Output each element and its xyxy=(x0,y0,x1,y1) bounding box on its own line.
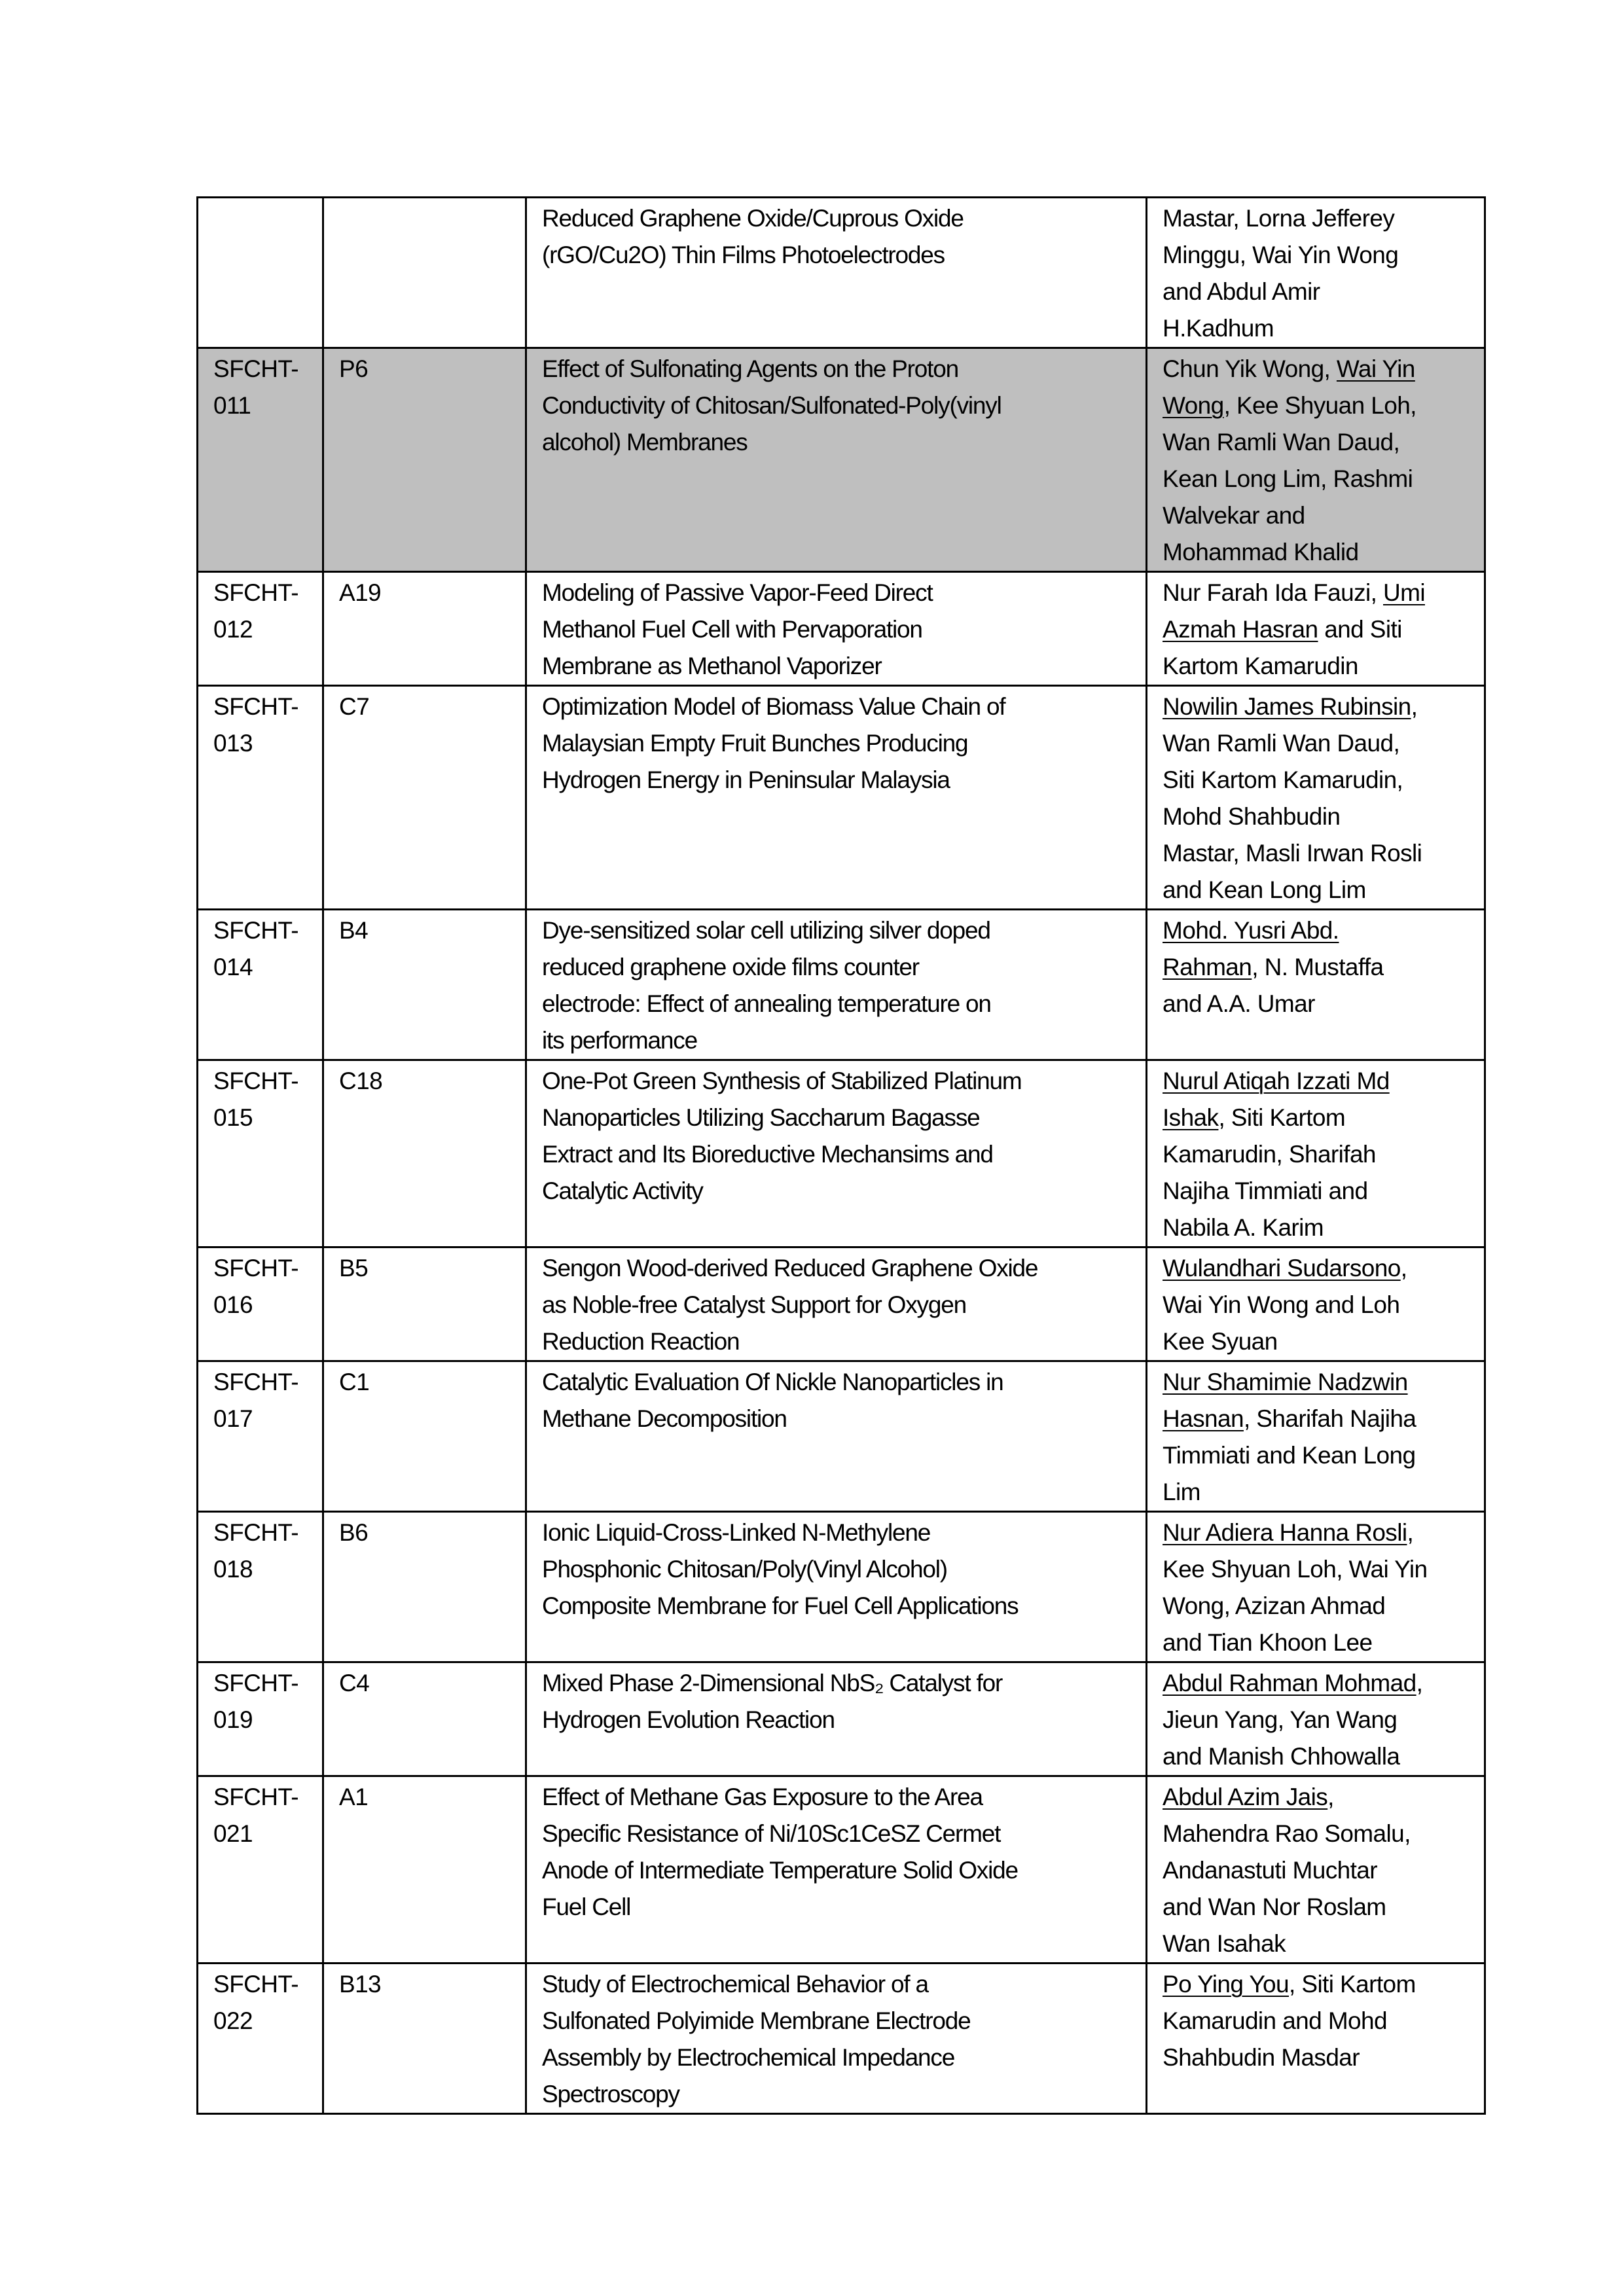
authors-line xyxy=(1163,2039,1477,2076)
paper-title-line: Spectroscopy xyxy=(542,2081,679,2108)
paper-title-line: Effect of Methane Gas Exposure to the Area xyxy=(542,1784,983,1810)
author-text: Kamarudin and Mohd xyxy=(1163,2007,1387,2034)
authors-line xyxy=(1163,1173,1477,1210)
authors-line xyxy=(1163,689,1477,725)
session-code-cell xyxy=(323,1776,526,1964)
authors-cell xyxy=(1147,1662,1485,1776)
presenting-author: Wulandhari Sudarsono xyxy=(1163,1255,1401,1282)
authors-line xyxy=(1163,949,1477,986)
paper-id-cell xyxy=(198,198,323,348)
paper-title-line: electrode: Effect of annealing temperature on xyxy=(542,990,991,1017)
authors-line xyxy=(1163,200,1477,237)
presenting-author: Abdul Rahman Mohmad xyxy=(1163,1670,1416,1696)
authors-line xyxy=(1163,351,1477,387)
session-code-cell xyxy=(323,686,526,910)
authors-line xyxy=(1163,1624,1477,1661)
session-code: P6 xyxy=(339,355,369,382)
paper-id-line: 012 xyxy=(213,616,253,643)
paper-id-line: SFCHT- xyxy=(213,693,299,720)
paper-id-line: SFCHT- xyxy=(213,1971,299,1998)
session-code-cell xyxy=(323,1060,526,1247)
author-text: Kee Shyuan Loh, Wai Yin xyxy=(1163,1556,1428,1583)
authors-cell xyxy=(1147,686,1485,910)
author-text: Mohd Shahbudin xyxy=(1163,803,1341,830)
authors-line xyxy=(1163,1588,1477,1624)
session-code: B4 xyxy=(339,917,369,944)
session-code: C1 xyxy=(339,1369,370,1395)
paper-id-line: 018 xyxy=(213,1556,253,1583)
table-row xyxy=(198,686,1485,910)
paper-title-line: Extract and Its Bioreductive Mechansims and xyxy=(542,1141,993,1168)
author-text: Mastar, Lorna Jefferey xyxy=(1163,205,1395,232)
author-text: and Wan Nor Roslam xyxy=(1163,1893,1386,1920)
author-text: , xyxy=(1411,693,1418,720)
author-text: Wan Ramli Wan Daud, xyxy=(1163,429,1400,456)
authors-line xyxy=(1163,1852,1477,1889)
author-text: and Abdul Amir xyxy=(1163,278,1320,305)
authors-cell xyxy=(1147,348,1485,572)
paper-title-cell xyxy=(526,686,1147,910)
authors-cell xyxy=(1147,1964,1485,2114)
authors-line xyxy=(1163,1889,1477,1926)
table-row xyxy=(198,1662,1485,1776)
authors-line xyxy=(1163,1250,1477,1287)
presenting-author: Nur Shamimie Nadzwin xyxy=(1163,1369,1408,1395)
paper-id-line: 021 xyxy=(213,1820,253,1847)
author-text: , xyxy=(1327,1784,1334,1810)
authors-line xyxy=(1163,912,1477,949)
paper-title-line: Composite Membrane for Fuel Cell Applications xyxy=(542,1592,1019,1619)
paper-id-line: SFCHT- xyxy=(213,1255,299,1282)
paper-title-line: Conductivity of Chitosan/Sulfonated-Poly(vinyl xyxy=(542,392,1001,419)
authors-line xyxy=(1163,1738,1477,1775)
presenting-author: Po Ying You xyxy=(1163,1971,1289,1998)
table-row xyxy=(198,1964,1485,2114)
paper-title-line: Reduced Graphene Oxide/Cuprous Oxide xyxy=(542,205,964,232)
author-text: , Siti Kartom xyxy=(1289,1971,1416,1998)
session-code: B5 xyxy=(339,1255,369,1282)
author-text: and A.A. Umar xyxy=(1163,990,1315,1017)
paper-title-line: Methane Decomposition xyxy=(542,1405,787,1432)
author-text: Mahendra Rao Somalu, xyxy=(1163,1820,1411,1847)
author-text: Mohammad Khalid xyxy=(1163,539,1359,565)
table-row xyxy=(198,348,1485,572)
authors-line xyxy=(1163,1210,1477,1246)
author-text: , N. Mustaffa xyxy=(1252,954,1384,980)
presenting-author: Wai Yin xyxy=(1336,355,1415,382)
presenting-author: Nur Adiera Hanna Rosli xyxy=(1163,1519,1407,1546)
authors-line xyxy=(1163,1136,1477,1173)
authors-line xyxy=(1163,575,1477,611)
author-text: and Siti xyxy=(1318,616,1402,643)
authors-line xyxy=(1163,872,1477,908)
session-code-cell xyxy=(323,1361,526,1512)
authors-line xyxy=(1163,648,1477,685)
authors-cell xyxy=(1147,1361,1485,1512)
paper-title-line: One-Pot Green Synthesis of Stabilized Platinum xyxy=(542,1067,1022,1094)
paper-id-cell xyxy=(198,1512,323,1662)
paper-id-line: SFCHT- xyxy=(213,917,299,944)
paper-title-line: Fuel Cell xyxy=(542,1893,631,1920)
authors-line xyxy=(1163,1779,1477,1816)
authors-line xyxy=(1163,1474,1477,1511)
paper-id-line: 011 xyxy=(213,392,251,419)
paper-id-cell xyxy=(198,1247,323,1361)
paper-id-line: 013 xyxy=(213,730,253,757)
paper-title-cell xyxy=(526,1512,1147,1662)
authors-line xyxy=(1163,2003,1477,2039)
paper-id-cell xyxy=(198,1361,323,1512)
paper-title-line: Anode of Intermediate Temperature Solid Oxide xyxy=(542,1857,1018,1884)
authors-cell xyxy=(1147,1776,1485,1964)
paper-id-line: 015 xyxy=(213,1104,253,1131)
author-text: Timmiati and Kean Long xyxy=(1163,1442,1416,1469)
session-code: B6 xyxy=(339,1519,369,1546)
paper-title-line: Optimization Model of Biomass Value Chain of xyxy=(542,693,1005,720)
table-row xyxy=(198,1247,1485,1361)
paper-title-line: its performance xyxy=(542,1027,697,1054)
paper-title-cell xyxy=(526,198,1147,348)
authors-line xyxy=(1163,1816,1477,1852)
authors-line xyxy=(1163,274,1477,310)
authors-line xyxy=(1163,1966,1477,2003)
author-text: Wan Isahak xyxy=(1163,1930,1286,1957)
paper-title-cell xyxy=(526,348,1147,572)
paper-title-cell xyxy=(526,572,1147,686)
authors-line xyxy=(1163,1551,1477,1588)
session-code-cell xyxy=(323,910,526,1060)
author-text: Shahbudin Masdar xyxy=(1163,2044,1360,2071)
author-text: , xyxy=(1407,1519,1414,1546)
session-code-cell xyxy=(323,348,526,572)
paper-title-line: Malaysian Empty Fruit Bunches Producing xyxy=(542,730,968,757)
authors-line xyxy=(1163,1323,1477,1360)
presenting-author: Umi xyxy=(1383,579,1425,606)
author-text: Kamarudin, Sharifah xyxy=(1163,1141,1376,1168)
table-row xyxy=(198,910,1485,1060)
paper-id-line: SFCHT- xyxy=(213,1670,299,1696)
author-text: Andanastuti Muchtar xyxy=(1163,1857,1377,1884)
table-row xyxy=(198,1776,1485,1964)
paper-title-cell xyxy=(526,1964,1147,2114)
table-row xyxy=(198,1361,1485,1512)
paper-id-cell xyxy=(198,572,323,686)
authors-cell xyxy=(1147,198,1485,348)
paper-title-line: Dye-sensitized solar cell utilizing silver doped xyxy=(542,917,990,944)
session-code-cell xyxy=(323,1964,526,2114)
authors-line xyxy=(1163,835,1477,872)
paper-id-line: SFCHT- xyxy=(213,1519,299,1546)
author-text: Mastar, Masli Irwan Rosli xyxy=(1163,840,1422,867)
authors-line xyxy=(1163,1063,1477,1100)
paper-title-cell xyxy=(526,1361,1147,1512)
author-text: , Siti Kartom xyxy=(1218,1104,1346,1131)
author-text: Kee Syuan xyxy=(1163,1328,1278,1355)
paper-title-line: Modeling of Passive Vapor-Feed Direct xyxy=(542,579,933,606)
paper-title-line: Nanoparticles Utilizing Saccharum Bagasse xyxy=(542,1104,980,1131)
table-row xyxy=(198,1512,1485,1662)
paper-id-line: SFCHT- xyxy=(213,1369,299,1395)
paper-id-line: 022 xyxy=(213,2007,253,2034)
session-code-cell xyxy=(323,572,526,686)
author-text: Wan Ramli Wan Daud, xyxy=(1163,730,1400,757)
author-text: Kartom Kamarudin xyxy=(1163,653,1358,679)
paper-title-line: Hydrogen Energy in Peninsular Malaysia xyxy=(542,766,950,793)
paper-title-line: alcohol) Membranes xyxy=(542,429,748,456)
authors-line xyxy=(1163,611,1477,648)
author-text: Lim xyxy=(1163,1479,1200,1505)
presenting-author: Azmah Hasran xyxy=(1163,616,1318,643)
paper-title-line: Assembly by Electrochemical Impedance xyxy=(542,2044,955,2071)
session-code: C4 xyxy=(339,1670,370,1696)
authors-cell xyxy=(1147,1060,1485,1247)
authors-line xyxy=(1163,1702,1477,1738)
author-text: Kean Long Lim, Rashmi xyxy=(1163,465,1413,492)
presenting-author: Mohd. Yusri Abd. xyxy=(1163,917,1339,944)
author-text: , xyxy=(1400,1255,1407,1282)
author-text: Nabila A. Karim xyxy=(1163,1214,1324,1241)
table-row xyxy=(198,572,1485,686)
authors-cell xyxy=(1147,910,1485,1060)
authors-cell xyxy=(1147,572,1485,686)
paper-title-line: Sulfonated Polyimide Membrane Electrode xyxy=(542,2007,971,2034)
paper-title-line: (rGO/Cu2O) Thin Films Photoelectrodes xyxy=(542,242,945,268)
paper-id-cell xyxy=(198,1662,323,1776)
author-text: and Kean Long Lim xyxy=(1163,876,1366,903)
author-text: Najiha Timmiati and xyxy=(1163,1177,1368,1204)
paper-id-cell xyxy=(198,910,323,1060)
authors-line xyxy=(1163,1515,1477,1551)
author-text: , Sharifah Najiha xyxy=(1243,1405,1416,1432)
author-text: Minggu, Wai Yin Wong xyxy=(1163,242,1399,268)
paper-id-cell xyxy=(198,1060,323,1247)
presenting-author: Nurul Atiqah Izzati Md xyxy=(1163,1067,1390,1094)
paper-title-line: Study of Electrochemical Behavior of a xyxy=(542,1971,928,1998)
authors-line xyxy=(1163,1401,1477,1437)
author-text: Wai Yin Wong and Loh xyxy=(1163,1291,1400,1318)
paper-title-line: Catalytic Evaluation Of Nickle Nanoparticles in xyxy=(542,1369,1003,1395)
authors-line xyxy=(1163,798,1477,835)
authors-line xyxy=(1163,1437,1477,1474)
paper-title-line: Ionic Liquid-Cross-Linked N-Methylene xyxy=(542,1519,931,1546)
authors-line xyxy=(1163,310,1477,347)
presenting-author: Nowilin James Rubinsin xyxy=(1163,693,1411,720)
paper-title-line: reduced graphene oxide films counter xyxy=(542,954,919,980)
author-text: Wong, Azizan Ahmad xyxy=(1163,1592,1386,1619)
paper-id-cell xyxy=(198,686,323,910)
authors-line xyxy=(1163,497,1477,534)
paper-id-cell xyxy=(198,348,323,572)
session-code-cell xyxy=(323,1662,526,1776)
authors-line xyxy=(1163,725,1477,762)
authors-line xyxy=(1163,762,1477,798)
authors-line xyxy=(1163,424,1477,461)
authors-line xyxy=(1163,387,1477,424)
paper-title-line: Sengon Wood-derived Reduced Graphene Oxide xyxy=(542,1255,1038,1282)
paper-title-line: Effect of Sulfonating Agents on the Proton xyxy=(542,355,958,382)
paper-title-line: Methanol Fuel Cell with Pervaporation xyxy=(542,616,922,643)
paper-title-line: as Noble-free Catalyst Support for Oxygen xyxy=(542,1291,966,1318)
table-row xyxy=(198,1060,1485,1247)
author-text: Jieun Yang, Yan Wang xyxy=(1163,1706,1398,1733)
paper-title-cell xyxy=(526,1060,1147,1247)
presenting-author: Abdul Azim Jais xyxy=(1163,1784,1328,1810)
session-code: A1 xyxy=(339,1784,369,1810)
paper-id-line: SFCHT- xyxy=(213,1067,299,1094)
paper-title-line: Membrane as Methanol Vaporizer xyxy=(542,653,882,679)
author-text: and Manish Chhowalla xyxy=(1163,1743,1400,1770)
author-text: Siti Kartom Kamarudin, xyxy=(1163,766,1403,793)
paper-id-line: 017 xyxy=(213,1405,253,1432)
authors-cell xyxy=(1147,1512,1485,1662)
presenting-author: Hasnan xyxy=(1163,1405,1244,1432)
paper-id-line: 019 xyxy=(213,1706,253,1733)
authors-line xyxy=(1163,1100,1477,1136)
paper-title-cell xyxy=(526,910,1147,1060)
paper-title-cell xyxy=(526,1662,1147,1776)
authors-line xyxy=(1163,986,1477,1022)
paper-id-cell xyxy=(198,1776,323,1964)
presenting-author: Ishak xyxy=(1163,1104,1219,1131)
session-code: B13 xyxy=(339,1971,382,1998)
authors-line xyxy=(1163,461,1477,497)
authors-line xyxy=(1163,1364,1477,1401)
paper-listing-table xyxy=(196,196,1486,2115)
session-code-cell xyxy=(323,1247,526,1361)
author-text: H.Kadhum xyxy=(1163,315,1274,342)
authors-line xyxy=(1163,237,1477,274)
paper-id-line: 014 xyxy=(213,954,253,980)
author-text: Chun Yik Wong, xyxy=(1163,355,1337,382)
table-body xyxy=(198,198,1485,2114)
paper-title-line: Catalytic Activity xyxy=(542,1177,703,1204)
paper-title-line: Hydrogen Evolution Reaction xyxy=(542,1706,835,1733)
session-code: C18 xyxy=(339,1067,383,1094)
authors-cell xyxy=(1147,1247,1485,1361)
authors-line xyxy=(1163,1665,1477,1702)
session-code-cell xyxy=(323,1512,526,1662)
paper-title-line: Mixed Phase 2-Dimensional NbS₂ Catalyst for xyxy=(542,1670,1003,1696)
paper-id-cell xyxy=(198,1964,323,2114)
authors-line xyxy=(1163,534,1477,571)
author-text: and Tian Khoon Lee xyxy=(1163,1629,1373,1656)
paper-id-line: 016 xyxy=(213,1291,253,1318)
paper-id-line: SFCHT- xyxy=(213,355,299,382)
paper-title-line: Reduction Reaction xyxy=(542,1328,740,1355)
paper-title-line: Specific Resistance of Ni/10Sc1CeSZ Cermet xyxy=(542,1820,1001,1847)
presenting-author: Wong xyxy=(1163,392,1224,419)
authors-line xyxy=(1163,1926,1477,1962)
presenting-author: Rahman xyxy=(1163,954,1252,980)
paper-title-line: Phosphonic Chitosan/Poly(Vinyl Alcohol) xyxy=(542,1556,947,1583)
paper-title-cell xyxy=(526,1247,1147,1361)
session-code: C7 xyxy=(339,693,370,720)
session-code-cell xyxy=(323,198,526,348)
author-text: Nur Farah Ida Fauzi, xyxy=(1163,579,1383,606)
author-text: Walvekar and xyxy=(1163,502,1305,529)
paper-title-cell xyxy=(526,1776,1147,1964)
table-row xyxy=(198,198,1485,348)
authors-line xyxy=(1163,1287,1477,1323)
paper-id-line: SFCHT- xyxy=(213,579,299,606)
author-text: , Kee Shyuan Loh, xyxy=(1223,392,1416,419)
author-text: , xyxy=(1416,1670,1423,1696)
paper-id-line: SFCHT- xyxy=(213,1784,299,1810)
session-code: A19 xyxy=(339,579,382,606)
